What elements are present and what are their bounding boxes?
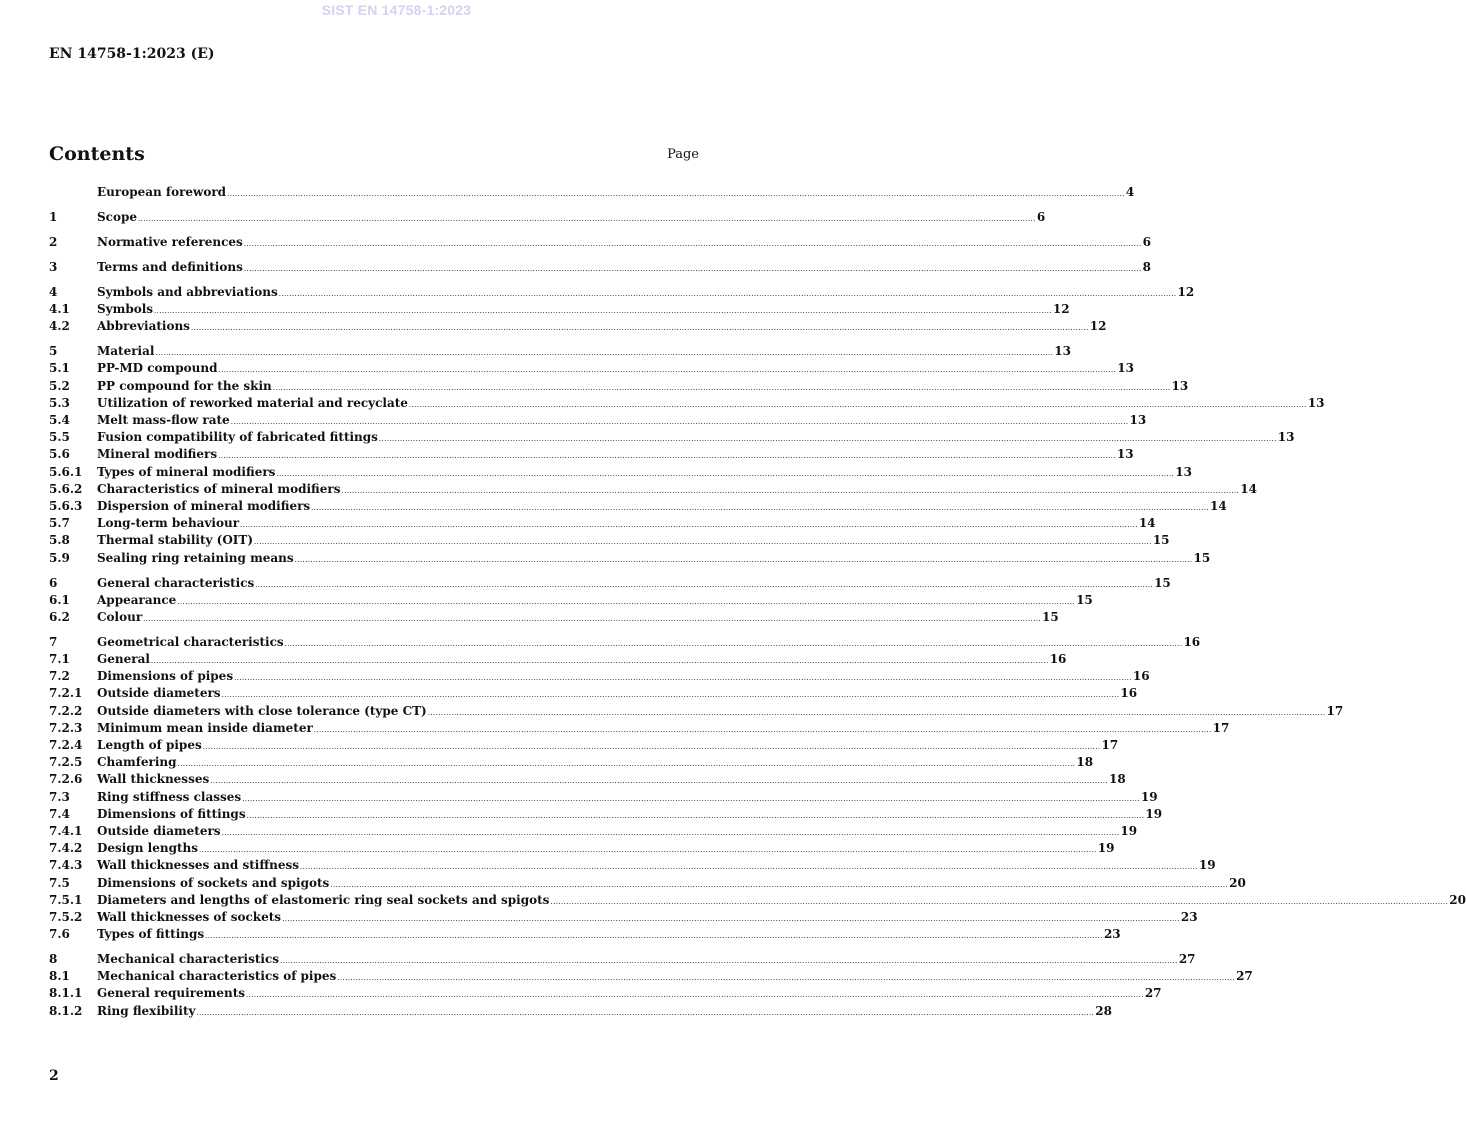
toc-dot-leader: ...................................................................................................................................................................................................................................................................................................................................................... <box>190 324 1089 333</box>
toc-entry-page: 12 <box>1089 319 1107 334</box>
toc-dot-leader: ...................................................................................................................................................................................................................................................................................................................................................... <box>230 418 1129 427</box>
toc-entry-number: 7.3 <box>49 789 70 804</box>
toc-entry-title[interactable]: Melt mass-flow rate <box>97 413 230 428</box>
toc-entry[interactable] <box>49 498 1227 515</box>
toc-entry[interactable] <box>49 668 1150 685</box>
toc-dot-leader: ...................................................................................................................................................................................................................................................................................................................................................... <box>202 743 1101 752</box>
toc-entry-title[interactable]: Material <box>97 344 155 359</box>
toc-entry-title[interactable]: European foreword <box>97 185 227 199</box>
toc-entry-title[interactable]: Mineral modifiers <box>97 447 218 462</box>
toc-dot-leader: ...................................................................................................................................................................................................................................................................................................................................................... <box>218 452 1116 461</box>
toc-entry-number: 8.1 <box>49 969 70 984</box>
toc-dot-leader: ...................................................................................................................................................................................................................................................................................................................................................... <box>550 897 1449 906</box>
toc-entry-page: 13 <box>1116 447 1134 462</box>
toc-dot-leader: ...................................................................................................................................................................................................................................................................................................................................................... <box>300 863 1198 872</box>
toc-entry-number: 5.8 <box>49 533 70 548</box>
toc-entry[interactable] <box>49 318 1107 335</box>
toc-dot-leader: ...................................................................................................................................................................................................................................................................................................................................................... <box>143 614 1041 623</box>
toc-entry-title[interactable]: Normative references <box>97 234 243 249</box>
toc-entry-page: 17 <box>1101 738 1119 753</box>
toc-entry-page: 12 <box>1177 284 1195 299</box>
toc-entry-number: 4.1 <box>49 302 70 317</box>
toc-dot-leader: ...................................................................................................................................................................................................................................................................................................................................................... <box>280 957 1178 966</box>
toc-dot-leader: ...................................................................................................................................................................................................................................................................................................................................................... <box>330 880 1229 889</box>
toc-entry[interactable] <box>49 771 1126 788</box>
toc-entry[interactable] <box>49 515 1156 532</box>
toc-entry-page: 17 <box>1212 720 1230 735</box>
toc-entry[interactable] <box>49 532 1170 549</box>
toc-entry-title[interactable]: PP-MD compound <box>97 361 218 376</box>
toc-entry-title[interactable]: Long-term behaviour <box>97 516 240 531</box>
toc-entry[interactable] <box>49 301 1070 318</box>
toc-entry-title[interactable]: Dimensions of pipes <box>97 669 234 684</box>
toc-dot-leader: ...................................................................................................................................................................................................................................................................................................................................................... <box>177 760 1076 769</box>
toc-entry[interactable] <box>49 875 1246 892</box>
toc-entry[interactable] <box>49 703 1344 720</box>
toc-entry-title[interactable]: Chamfering <box>97 755 177 770</box>
toc-dot-leader: ...................................................................................................................................................................................................................................................................................................................................................... <box>272 383 1171 392</box>
toc-entry[interactable] <box>49 412 1147 429</box>
toc-entry-page: 14 <box>1209 498 1227 513</box>
toc-entry-page: 27 <box>1144 986 1162 1001</box>
toc-entry-number: 7.2.5 <box>49 755 83 770</box>
toc-dot-leader: ...................................................................................................................................................................................................................................................................................................................................................... <box>240 521 1138 530</box>
toc-entry-page: 15 <box>1076 592 1093 607</box>
toc-entry-page: 15 <box>1193 550 1211 565</box>
toc-entry-number: 5.3 <box>49 395 70 410</box>
toc-dot-leader: ...................................................................................................................................................................................................................................................................................................................................................... <box>337 974 1236 983</box>
toc-dot-leader: ...................................................................................................................................................................................................................................................................................................................................................... <box>155 349 1054 358</box>
toc-entry-page: 13 <box>1277 430 1295 445</box>
toc-dot-leader: ...................................................................................................................................................................................................................................................................................................................................................... <box>254 538 1152 547</box>
toc-entry[interactable] <box>49 609 1059 626</box>
toc-dot-leader: ...................................................................................................................................................................................................................................................................................................................................................... <box>255 580 1154 589</box>
toc-entry-title[interactable]: Thermal stability (OIT) <box>97 533 254 548</box>
toc-entry-page: 8 <box>1142 259 1151 274</box>
toc-entry-number: 7.2.3 <box>49 720 83 735</box>
toc-dot-leader: ...................................................................................................................................................................................................................................................................................................................................................... <box>218 366 1117 375</box>
toc-entry-page: 13 <box>1171 378 1189 393</box>
toc-entry[interactable] <box>49 892 1466 909</box>
toc-entry-page: 27 <box>1178 952 1196 967</box>
toc-entry-number: 7.4.3 <box>49 858 83 873</box>
toc-dot-leader: ...................................................................................................................................................................................................................................................................................................................................................... <box>205 932 1103 941</box>
toc-entry-page: 20 <box>1449 892 1466 907</box>
toc-entry-page: 15 <box>1152 533 1170 548</box>
toc-dot-leader: ...................................................................................................................................................................................................................................................................................................................................................... <box>234 674 1132 683</box>
toc-entry[interactable] <box>49 968 1253 985</box>
toc-entry-title[interactable]: Wall thicknesses <box>97 772 210 787</box>
toc-entry-page: 28 <box>1095 1003 1112 1018</box>
toc-dot-leader: ...................................................................................................................................................................................................................................................................................................................................................... <box>313 725 1212 734</box>
toc-entry-title[interactable]: General requirements <box>97 986 246 1001</box>
toc-entry-number: 7.4 <box>49 806 70 821</box>
toc-entry-number: 7.2.1 <box>49 686 83 701</box>
toc-entry-page: 4 <box>1125 185 1135 199</box>
toc-entry-page: 16 <box>1132 669 1150 684</box>
toc-entry-title[interactable]: Wall thicknesses and stiffness <box>97 858 300 873</box>
toc-dot-leader: ...................................................................................................................................................................................................................................................................................................................................................... <box>227 190 1125 198</box>
toc-entry-title[interactable]: Design lengths <box>97 841 198 856</box>
toc-dot-leader: ...................................................................................................................................................................................................................................................................................................................................................... <box>177 597 1076 606</box>
toc-dot-leader: ...................................................................................................................................................................................................................................................................................................................................................... <box>341 486 1240 495</box>
toc-entry-number: 8 <box>49 952 58 967</box>
toc-entry[interactable] <box>49 284 1195 301</box>
contents-heading: Contents <box>49 143 145 165</box>
toc-entry-number: 7.4.2 <box>49 841 83 856</box>
watermark: SIST EN 14758-1:2023 <box>321 2 472 18</box>
toc-entry-title[interactable]: General characteristics <box>97 575 255 590</box>
toc-dot-leader: ...................................................................................................................................................................................................................................................................................................................................................... <box>210 777 1109 786</box>
toc-entry[interactable] <box>49 360 1134 377</box>
toc-entry-number: 2 <box>49 234 58 249</box>
toc-entry-page: 14 <box>1240 481 1257 496</box>
toc-entry-title[interactable]: Scope <box>97 209 138 224</box>
toc-entry[interactable] <box>49 592 1093 609</box>
toc-dot-leader: ...................................................................................................................................................................................................................................................................................................................................................... <box>427 708 1326 717</box>
toc-entry-title[interactable]: Fusion compatibility of fabricated fittings <box>97 430 378 445</box>
toc-entry-number: 5.6.3 <box>49 498 83 513</box>
toc-entry-page: 20 <box>1229 875 1246 890</box>
toc-entry-page: 6 <box>1036 209 1046 224</box>
toc-entry-number: 7.5 <box>49 875 70 890</box>
toc-entry-page: 19 <box>1145 806 1163 821</box>
toc-entry-number: 7.2 <box>49 669 70 684</box>
toc-entry-title[interactable]: Outside diameters <box>97 823 221 838</box>
toc-entry[interactable] <box>49 343 1071 360</box>
toc-entry[interactable] <box>49 234 1151 251</box>
table-of-contents <box>49 184 1466 1020</box>
toc-entry-page: 13 <box>1117 361 1134 376</box>
toc-entry[interactable] <box>49 840 1115 857</box>
toc-entry-page: 19 <box>1120 823 1138 838</box>
toc-entry-number: 7.4.1 <box>49 823 83 838</box>
toc-entry-number: 5.6 <box>49 447 70 462</box>
toc-entry-number: 1 <box>49 209 58 224</box>
toc-dot-leader: ...................................................................................................................................................................................................................................................................................................................................................... <box>278 289 1177 298</box>
toc-dot-leader: ...................................................................................................................................................................................................................................................................................................................................................... <box>196 1008 1095 1017</box>
toc-entry-number: 7.2.6 <box>49 772 83 787</box>
toc-entry[interactable] <box>49 685 1138 702</box>
toc-entry-number: 5.6.2 <box>49 481 83 496</box>
toc-entry-title[interactable]: Colour <box>97 609 143 624</box>
toc-entry-number: 5.4 <box>49 413 70 428</box>
toc-entry[interactable] <box>49 789 1158 806</box>
toc-entry-page: 16 <box>1049 652 1067 667</box>
toc-dot-leader: ...................................................................................................................................................................................................................................................................................................................................................... <box>282 914 1180 923</box>
toc-entry-number: 8.1.2 <box>49 1003 83 1018</box>
toc-entry-title[interactable]: Symbols <box>97 302 154 317</box>
toc-entry-title[interactable]: Dimensions of fittings <box>97 806 246 821</box>
toc-entry[interactable] <box>49 550 1211 567</box>
toc-entry-number: 6.1 <box>49 592 70 607</box>
toc-entry-number: 7.5.1 <box>49 892 83 907</box>
toc-entry-page: 17 <box>1326 703 1344 718</box>
toc-entry-title[interactable]: Minimum mean inside diameter <box>97 720 313 735</box>
toc-entry-page: 6 <box>1142 234 1151 249</box>
toc-dot-leader: ...................................................................................................................................................................................................................................................................................................................................................... <box>154 307 1052 316</box>
toc-entry-title[interactable]: Sealing ring retaining means <box>97 550 294 565</box>
toc-entry[interactable] <box>49 806 1163 823</box>
toc-entry-title[interactable]: PP compound for the skin <box>97 378 272 393</box>
toc-entry-number: 3 <box>49 259 58 274</box>
toc-entry-number: 7.5.2 <box>49 909 83 924</box>
toc-entry-page: 27 <box>1236 969 1253 984</box>
toc-entry-page: 23 <box>1180 909 1198 924</box>
toc-entry-number: 5.5 <box>49 430 70 445</box>
toc-entry-page: 13 <box>1175 464 1192 479</box>
toc-entry[interactable] <box>49 754 1094 771</box>
toc-entry-title[interactable]: Ring flexibility <box>97 1003 196 1018</box>
toc-entry-title[interactable]: Symbols and abbreviations <box>97 284 278 299</box>
toc-entry-page: 13 <box>1129 413 1147 428</box>
toc-entry-title[interactable]: Ring stiffness classes <box>97 789 242 804</box>
toc-entry-number: 5.1 <box>49 361 70 376</box>
toc-dot-leader: ...................................................................................................................................................................................................................................................................................................................................................... <box>246 991 1144 1000</box>
toc-entry-title[interactable]: Mechanical characteristics <box>97 952 280 967</box>
toc-dot-leader: ...................................................................................................................................................................................................................................................................................................................................................... <box>243 264 1142 273</box>
toc-entry-title[interactable]: Types of fittings <box>97 927 205 942</box>
toc-dot-leader: ...................................................................................................................................................................................................................................................................................................................................................... <box>311 503 1209 512</box>
toc-entry-page: 19 <box>1198 858 1216 873</box>
toc-entry-page: 15 <box>1154 575 1171 590</box>
toc-entry-title[interactable]: Dimensions of sockets and spigots <box>97 875 330 890</box>
toc-dot-leader: ...................................................................................................................................................................................................................................................................................................................................................... <box>294 555 1193 564</box>
toc-entry-number: 6.2 <box>49 609 70 624</box>
toc-entry-page: 23 <box>1103 927 1121 942</box>
toc-entry-number: 7.2.2 <box>49 703 83 718</box>
toc-entry[interactable] <box>49 634 1201 651</box>
toc-entry-title[interactable]: Mechanical characteristics of pipes <box>97 969 337 984</box>
toc-entry-title[interactable]: Appearance <box>97 592 177 607</box>
toc-entry-title[interactable]: Characteristics of mineral modifiers <box>97 481 341 496</box>
toc-dot-leader: ...................................................................................................................................................................................................................................................................................................................................................... <box>408 400 1307 409</box>
toc-dot-leader: ...................................................................................................................................................................................................................................................................................................................................................... <box>221 828 1120 837</box>
toc-entry[interactable] <box>49 481 1257 498</box>
toc-entry[interactable] <box>49 395 1325 412</box>
toc-entry[interactable] <box>49 1003 1112 1020</box>
page-number: 2 <box>49 1068 59 1084</box>
toc-entry-title[interactable]: Diameters and lengths of elastomeric ring seal sockets and spigots <box>97 892 550 907</box>
toc-entry-page: 13 <box>1054 344 1071 359</box>
toc-entry-number: 4.2 <box>49 319 70 334</box>
toc-entry[interactable] <box>49 209 1046 226</box>
toc-dot-leader: ...................................................................................................................................................................................................................................................................................................................................................... <box>246 811 1145 820</box>
toc-dot-leader: ...................................................................................................................................................................................................................................................................................................................................................... <box>242 794 1140 803</box>
document-id: EN 14758-1:2023 (E) <box>49 46 215 62</box>
toc-entry-title[interactable]: Dispersion of mineral modifiers <box>97 498 311 513</box>
toc-entry-page: 12 <box>1052 302 1070 317</box>
toc-entry-number: 5.2 <box>49 378 70 393</box>
toc-entry-title[interactable]: Utilization of reworked material and recyclate <box>97 395 408 410</box>
toc-dot-leader: ...................................................................................................................................................................................................................................................................................................................................................... <box>243 239 1142 248</box>
toc-entry-number: 4 <box>49 284 58 299</box>
toc-dot-leader: ...................................................................................................................................................................................................................................................................................................................................................... <box>150 657 1049 666</box>
toc-entry-title[interactable]: General <box>97 652 150 667</box>
toc-entry[interactable] <box>49 737 1119 754</box>
toc-entry-page: 19 <box>1097 841 1115 856</box>
toc-dot-leader: ...................................................................................................................................................................................................................................................................................................................................................... <box>276 469 1175 478</box>
toc-entry-page: 13 <box>1307 395 1325 410</box>
toc-entry-title[interactable]: Terms and definitions <box>97 259 243 274</box>
toc-entry[interactable] <box>49 259 1151 276</box>
toc-entry-number: 8.1.1 <box>49 986 83 1001</box>
toc-entry[interactable] <box>49 951 1196 968</box>
toc-entry-title[interactable]: Length of pipes <box>97 738 202 753</box>
toc-entry[interactable] <box>49 909 1198 926</box>
toc-entry-title[interactable]: Types of mineral modifiers <box>97 464 276 479</box>
toc-dot-leader: ...................................................................................................................................................................................................................................................................................................................................................... <box>138 214 1036 223</box>
toc-entry-number: 6 <box>49 575 58 590</box>
toc-entry[interactable] <box>49 720 1230 737</box>
toc-entry-number: 5 <box>49 344 58 359</box>
toc-entry-page: 15 <box>1041 609 1059 624</box>
toc-entry[interactable] <box>49 823 1138 840</box>
toc-entry[interactable] <box>49 446 1134 463</box>
toc-entry[interactable] <box>49 651 1067 668</box>
page-column-label: Page <box>667 147 699 162</box>
toc-entry[interactable] <box>49 985 1162 1002</box>
toc-entry-number: 5.7 <box>49 516 70 531</box>
toc-entry-title[interactable]: Wall thicknesses of sockets <box>97 909 282 924</box>
toc-entry[interactable] <box>49 184 1135 201</box>
toc-entry[interactable] <box>49 926 1121 943</box>
toc-dot-leader: ...................................................................................................................................................................................................................................................................................................................................................... <box>198 846 1097 855</box>
toc-entry-number: 7.1 <box>49 652 70 667</box>
toc-entry[interactable] <box>49 464 1192 481</box>
toc-entry[interactable] <box>49 857 1216 874</box>
toc-entry-number: 7.2.4 <box>49 738 83 753</box>
toc-dot-leader: ...................................................................................................................................................................................................................................................................................................................................................... <box>378 435 1277 444</box>
toc-entry-number: 5.9 <box>49 550 70 565</box>
toc-entry-title[interactable]: Abbreviations <box>97 319 190 334</box>
toc-entry-page: 19 <box>1140 789 1158 804</box>
toc-entry-page: 14 <box>1138 516 1156 531</box>
toc-dot-leader: ...................................................................................................................................................................................................................................................................................................................................................... <box>284 639 1183 648</box>
toc-entry-page: 16 <box>1120 686 1138 701</box>
toc-dot-leader: ...................................................................................................................................................................................................................................................................................................................................................... <box>221 691 1120 700</box>
toc-entry[interactable] <box>49 378 1189 395</box>
toc-entry-title[interactable]: Geometrical characteristics <box>97 634 284 649</box>
toc-entry-page: 16 <box>1183 634 1201 649</box>
toc-entry-page: 18 <box>1109 772 1126 787</box>
toc-entry[interactable] <box>49 429 1295 446</box>
toc-entry-page: 18 <box>1076 755 1094 770</box>
toc-entry-number: 7 <box>49 634 58 649</box>
toc-entry-title[interactable]: Outside diameters <box>97 686 221 701</box>
toc-entry-number: 7.6 <box>49 927 70 942</box>
toc-entry[interactable] <box>49 575 1171 592</box>
toc-entry-title[interactable]: Outside diameters with close tolerance (type CT) <box>97 703 427 718</box>
toc-entry-number: 5.6.1 <box>49 464 83 479</box>
